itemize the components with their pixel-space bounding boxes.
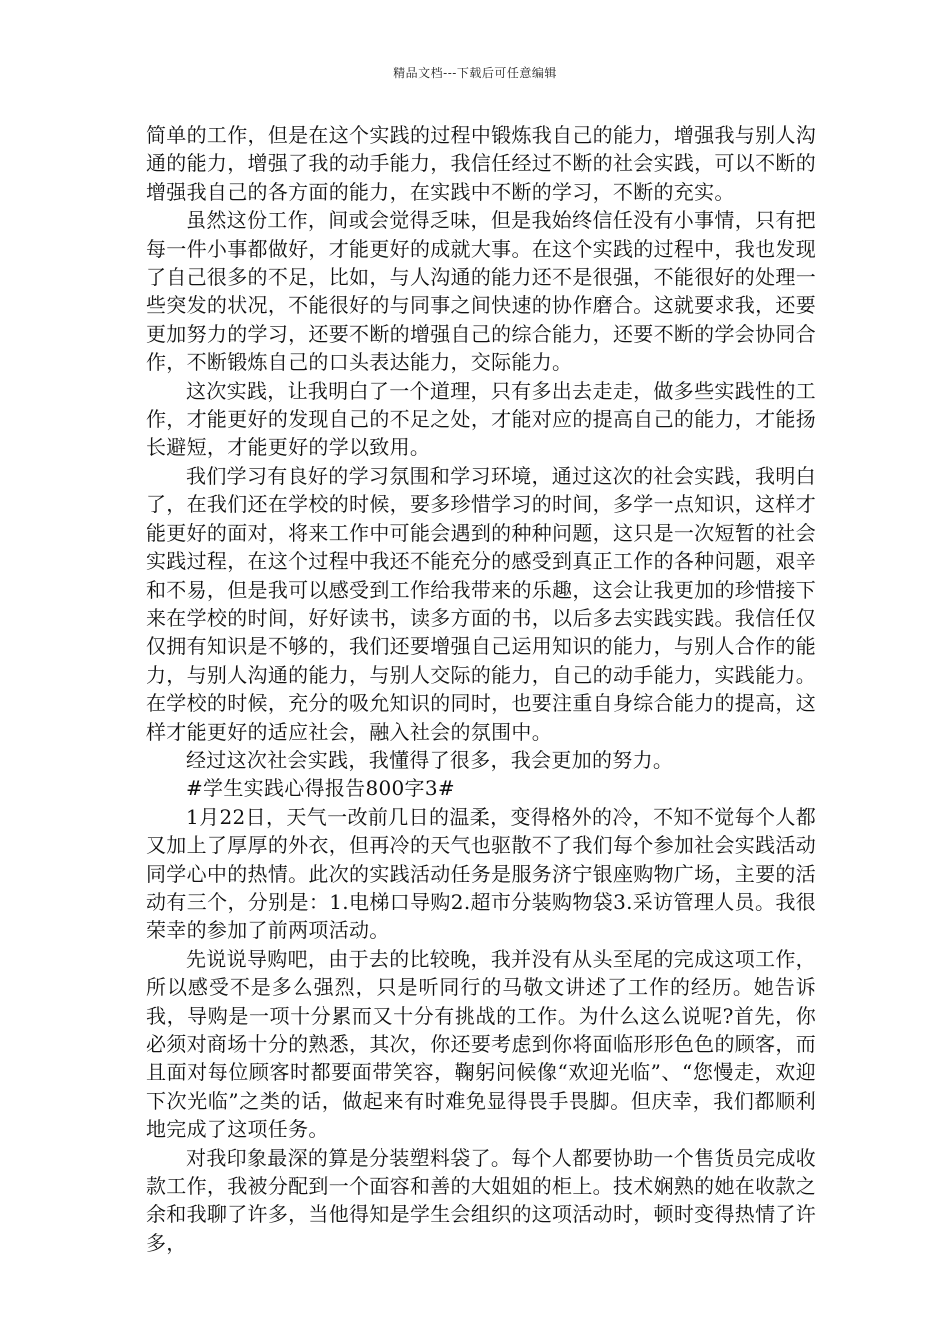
paragraph: 经过这次社会实践，我懂得了很多，我会更加的努力。 (186, 747, 674, 772)
paragraph: 我们学习有良好的学习氛围和学习环境，通过这次的社会实践，我明白了，在我们还在学校的时候，要多珍惜学习的时间，多学一点知识，这样才能更好的面对，将来工作中可能会遇到的种种问题，这只是一次短暂的社会实践过程，在这个过程中我还不能充分的感受到真正工作的各种问题，艰辛和不易，但是我可以感受到工作给我带来的乐趣，这会让我更加的珍惜接下来在学校的时间，好好读书，读多方面的书，以后多去实践实践。我信任仅仅拥有知识是不够的，我们还要增强自己运用知识的能力，与别人合作的能力，与别人沟通的能力，与别人交际的能力，自己的动手能力，实践能力。在学校的时候，充分的吸允知识的同时，也要注重自身综合能力的提高，这样才能更好的适应社会，融入社会的氛围中。 (146, 463, 816, 744)
paragraph: 这次实践，让我明白了一个道理，只有多出去走走，做多些实践性的工作，才能更好的发现自己的不足之处，才能对应的提高自己的能力，才能扬长避短，才能更好的学以致用。 (146, 378, 816, 460)
paragraph: 先说说导购吧，由于去的比较晚，我并没有从头至尾的完成这项工作，所以感受不是多么强烈，只是听同行的马敬文讲述了工作的经历。她告诉我，导购是一项十分累而又十分有挑战的工作。为什么这么说呢?首先，你必须对商场十分的熟悉，其次，你还要考虑到你将面临形形色色的顾客，而且面对每位顾客时都要面带笑容，鞠躬问候像“欢迎光临”、“您慢走，欢迎下次光临”之类的话，做起来有时难免显得畏手畏脚。但庆幸，我们都顺利地完成了这项任务。 (146, 946, 816, 1142)
section-heading: #学生实践心得报告800字3# (186, 776, 455, 801)
paragraph: 1月22日，天气一改前几日的温柔，变得格外的冷，不知不觉每个人都又加上了厚厚的外衣，但再冷的天气也驱散不了我们每个参加社会实践活动同学心中的热情。此次的实践活动任务是服务济宁银座购物广场，主要的活动有三个，分别是：1.电梯口导购2.超市分装购物袋3.采访管理人员。我很荣幸的参加了前两项活动。 (146, 804, 816, 943)
paragraph: 虽然这份工作，间或会觉得乏味，但是我始终信任没有小事情，只有把每一件小事都做好，才能更好的成就大事。在这个实践的过程中，我也发现了自己很多的不足，比如，与人沟通的能力还不是很强，不能很好的处理一些突发的状况，不能很好的与同事之间快速的协作磨合。这就要求我，还要更加努力的学习，还要不断的增强自己的综合能力，还要不断的学会协同合作，不断锻炼自己的口头表达能力，交际能力。 (146, 208, 816, 375)
page-header: 精品文档---下载后可任意编辑 (393, 66, 557, 80)
paragraph: 简单的工作，但是在这个实践的过程中锻炼我自己的能力，增强我与别人沟通的能力，增强了我的动手能力，我信任经过不断的社会实践，可以不断的增强我自己的各方面的能力，在实践中不断的学习，不断的充实。 (146, 123, 816, 204)
paragraph: 对我印象最深的算是分装塑料袋了。每个人都要协助一个售货员完成收款工作，我被分配到一个面容和善的大姐姐的柜上。技术娴熟的她在收款之余和我聊了许多，当他得知是学生会组织的这项活动时，顿时变得热情了许多， (146, 1145, 816, 1255)
document-body (146, 121, 816, 1257)
